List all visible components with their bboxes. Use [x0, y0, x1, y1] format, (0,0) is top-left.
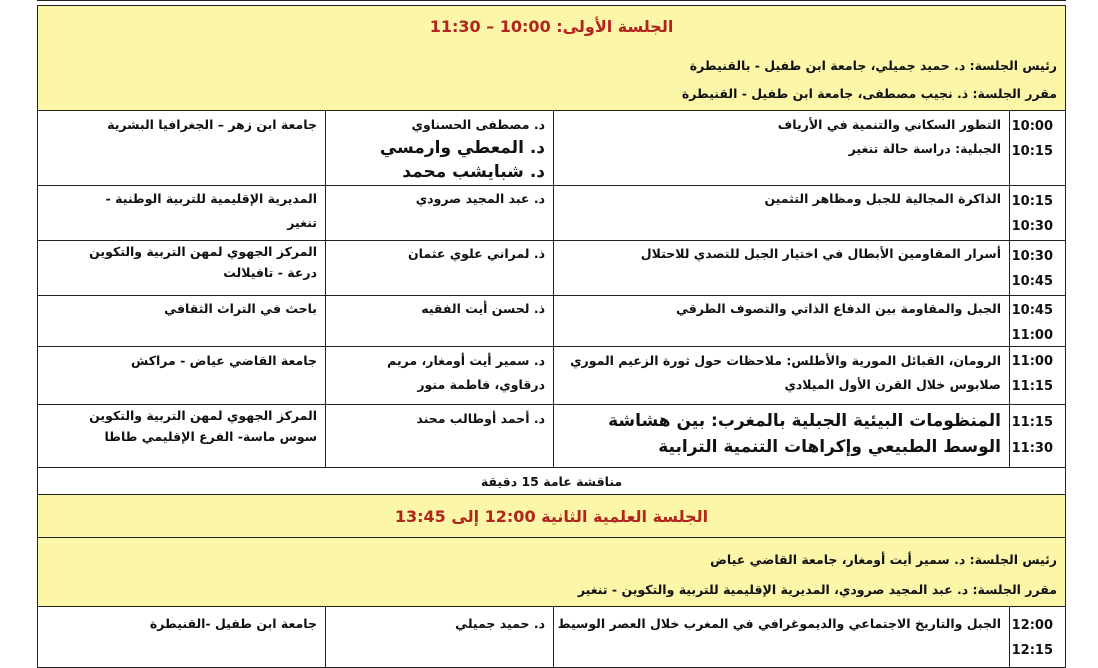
talk-title-cell: أسرار المقاومين الأبطال في اختيار الجبل للتصدي للاحتلال [553, 241, 1009, 295]
speaker-cell: ذ. لمراني علوي عثمان [325, 241, 553, 295]
session-2-rapporteur: مقرر الجلسة: د. عبد المجيد صرودي، المديرية الإقليمية للتربية والتكوين - تنغير [577, 582, 1057, 597]
institution-cell: جامعة ابن طفيل -القنيطرة [149, 616, 317, 631]
session-2-info-row [37, 538, 1066, 607]
table-row [37, 186, 1066, 241]
talk-title-cell: التطور السكاني والتنمية في الأرياف الجبلية: دراسة حالة تنغير [553, 111, 1009, 185]
table-row [37, 607, 1066, 668]
speaker-cell: د. سمير أيت أومغار، مريم درقاوي، فاطمة منور [325, 347, 553, 404]
institution-cell: باحث في التراث الثقافي [164, 301, 317, 316]
session-1-info-row [37, 46, 1066, 111]
institution-cell: المديرية الإقليمية للتربية الوطنية - تنغير [105, 191, 317, 230]
talk-title-cell: الرومان، القبائل المورية والأطلس: ملاحظات حول ثورة الزعيم الموري صلابوس خلال القرن الأول الميلادي [553, 347, 1009, 404]
table-row [37, 111, 1066, 186]
table-row [37, 405, 1066, 468]
session-1-chair: رئيس الجلسة: د. حميد جميلي، جامعة ابن طفيل - بالقنيطرة [689, 58, 1057, 73]
program-table [37, 0, 1066, 658]
session-2-title: الجلسة العلمية الثانية 12:00 إلى 13:45 [394, 506, 709, 526]
talk-title-cell: الجبل والمقاومة بين الدفاع الذاتي والتصوف الطرقي [553, 296, 1009, 346]
time-cell: 11:15 11:30 [1009, 405, 1065, 467]
time-cell: 12:00 12:15 [1009, 607, 1065, 667]
institution-cell: جامعة ابن زهر – الجغرافيا البشرية [107, 117, 317, 132]
talk-title-cell: الجبل والتاريخ الاجتماعي والديموغرافي في المغرب خلال العصر الوسيط [553, 607, 1009, 667]
speaker-cell: ذ. لحسن أيت الفقيه [325, 296, 553, 346]
time-cell: 10:30 10:45 [1009, 241, 1065, 295]
institution-cell: المركز الجهوي لمهن التربية والتكوين سوس ماسة- الفرع الإقليمي طاطا [89, 408, 317, 444]
institution-cell: جامعة القاضي عياض - مراكش [131, 353, 317, 368]
time-cell: 11:00 11:15 [1009, 347, 1065, 404]
discussion-row [37, 468, 1066, 495]
session-2-chair: رئيس الجلسة: د. سمير أيت أومغار، جامعة القاضي عياض [710, 552, 1057, 567]
table-row [37, 241, 1066, 296]
session-2-title-row [37, 495, 1066, 538]
speaker-cell: د. عبد المجيد صرودي [325, 186, 553, 240]
institution-cell: المركز الجهوي لمهن التربية والتكوين درعة - تافيلالت [89, 244, 317, 280]
time-cell: 10:45 11:00 [1009, 296, 1065, 346]
speaker-cell: د. مصطفى الحسناوي د. المعطي وارمسي د. شبايشب محمد [325, 111, 553, 185]
table-top-border [37, 0, 1066, 1]
talk-title-cell: المنظومات البيئية الجبلية بالمغرب: بين هشاشة الوسط الطبيعي وإكراهات التنمية الترابية [553, 405, 1009, 467]
speaker-cell: د. أحمد أوطالب محند [325, 405, 553, 467]
session-1-title: الجلسة الأولى: 10:00 – 11:30 [429, 16, 674, 36]
time-cell: 10:00 10:15 [1009, 111, 1065, 185]
discussion-label: مناقشة عامة 15 دقيقة [480, 473, 623, 489]
table-row [37, 296, 1066, 347]
time-cell: 10:15 10:30 [1009, 186, 1065, 240]
table-row [37, 347, 1066, 405]
session-1-rapporteur: مقرر الجلسة: ذ. نجيب مصطفى، جامعة ابن طفيل - القنيطرة [681, 86, 1057, 101]
speaker-cell: د. حميد جميلي [325, 607, 553, 667]
talk-title-cell: الذاكرة المجالية للجبل ومظاهر التثمين [553, 186, 1009, 240]
session-1-title-row [37, 5, 1066, 47]
